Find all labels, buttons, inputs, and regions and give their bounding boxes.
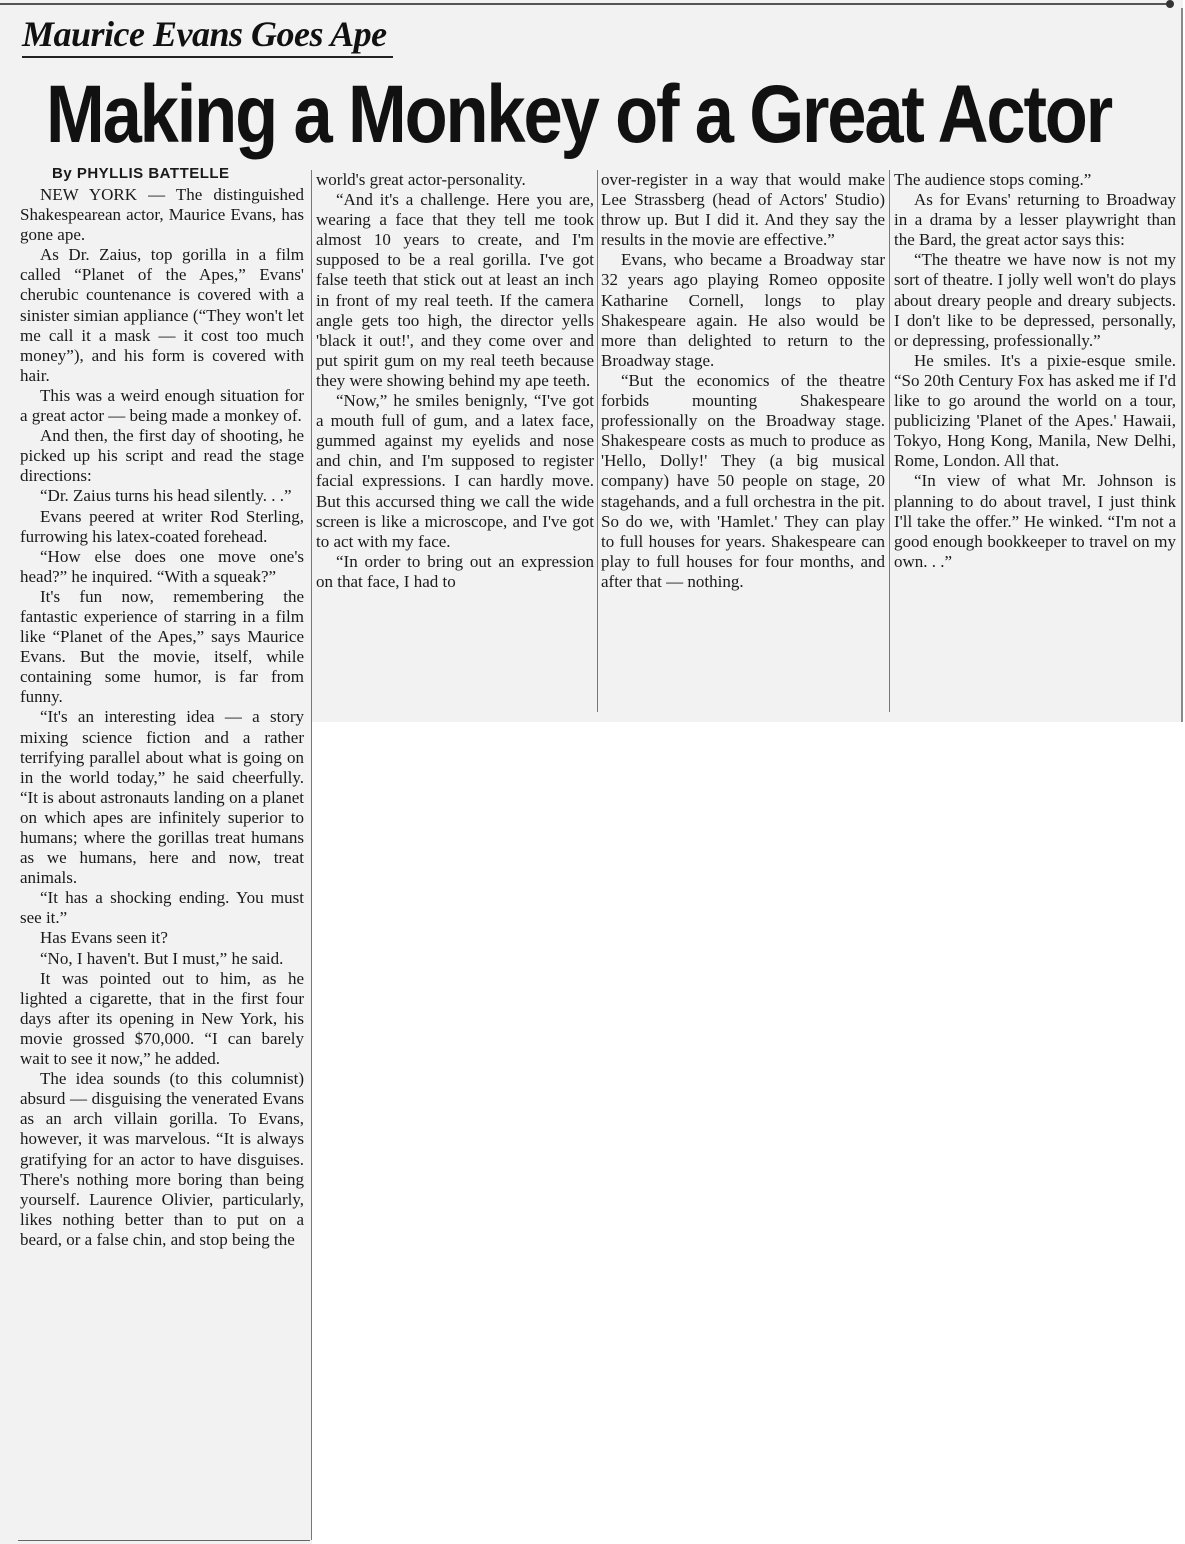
kicker-headline: Maurice Evans Goes Ape bbox=[22, 12, 393, 58]
paragraph: “It's an interesting idea — a story mixing science fiction and a rather terrifying parallel about what is going on in the world today,” he said cheerfully. “It is about astronauts landing on a planet on which apes are infinitely superior to humans; where the gorillas treat humans as we humans, here and now, treat animals. bbox=[20, 707, 304, 888]
paragraph: As Dr. Zaius, top gorilla in a film called “Planet of the Apes,” Evans' cherubic countenance is covered with a sinister simian appliance (“They won't let me call it a mask — it cost too much money”), and his form is covered with hair. bbox=[20, 245, 304, 385]
paragraph: “And it's a challenge. Here you are, wearing a face that they tell me took almost 10 years to create, and I'm supposed to be a real gorilla. I've got false teeth that stick out at least an inch in front of my real teeth. If the camera angle gets too high, the director yells 'black it out!', and they come over and put spirit gum on my real teeth because they were showing behind my ape teeth. bbox=[316, 190, 594, 390]
paragraph: “Dr. Zaius turns his head silently. . .” bbox=[40, 486, 292, 506]
paragraph: Evans, who became a Broadway star 32 years ago playing Romeo opposite Katharine Cornell, longs to play Shakespeare again. He also would be more than delighted to return to the Broadway stage. bbox=[601, 250, 885, 370]
byline: By PHYLLIS BATTELLE bbox=[52, 165, 230, 182]
paragraph: “The theatre we have now is not my sort of theatre. I jolly well won't do plays about dreary people and dreary subjects. I don't like to be depressed, personally, or depressing, professionally.” bbox=[894, 250, 1176, 350]
paragraph: “In order to bring out an expression on that face, I had to bbox=[316, 551, 594, 591]
column-rule bbox=[311, 170, 312, 1540]
top-rule bbox=[0, 3, 1172, 5]
paragraph: And then, the first day of shooting, he picked up his script and read the stage directions: bbox=[20, 426, 304, 486]
main-headline: Making a Monkey of a Great Actor bbox=[46, 69, 1112, 160]
paragraph: The idea sounds (to this columnist) absurd — disguising the venerated Evans as an arch villain gorilla. To Evans, however, it was marvelous. “It is always gratifying for an actor to have disguises. There's nothing more boring than being yourself. Laurence Olivier, particularly, likes nothing better than to put on a beard, or a false chin, and stop being the bbox=[20, 1069, 304, 1249]
column-rule bbox=[889, 170, 890, 712]
paragraph: over-register in a way that would make Lee Strassberg (head of Actors' Studio) throw up. But I did it. And they say the results in the movie are effective.” bbox=[601, 170, 885, 250]
right-rule bbox=[1181, 8, 1183, 722]
paragraph: This was a weird enough situation for a great actor — being made a monkey of. bbox=[20, 385, 304, 426]
article-column-1 bbox=[20, 185, 304, 1250]
paragraph: Has Evans seen it? bbox=[40, 928, 168, 948]
paragraph: “But the economics of the theatre forbids mounting Shakespeare professionally on the Broadway stage. Shakespeare costs as much to produce as 'Hello, Dolly!' They (a big musical company) have 50 people on stage, 20 stagehands, and a full orchestra in the pit. So do we, with 'Hamlet.' They can play to full houses for years. Shakespeare can play to full houses for four months, and after that — nothing. bbox=[601, 370, 885, 591]
paragraph: “No, I haven't. But I must,” he said. bbox=[40, 948, 284, 968]
corner-dot bbox=[1166, 0, 1174, 8]
paragraph: “Now,” he smiles benignly, “I've got a mouth full of gum, and a latex face, gummed against my eyelids and nose and chin, and I'm supposed to register facial expressions. I can hardly move. But this accursed thing we call the wide screen is like a microscope, and I've got to act with my face. bbox=[316, 391, 594, 551]
paragraph: The audience stops coming.” bbox=[894, 170, 1092, 189]
paragraph: “It has a shocking ending. You must see it.” bbox=[20, 888, 304, 928]
article-column-4 bbox=[894, 170, 1176, 572]
paragraph: As for Evans' returning to Broadway in a drama by a lesser playwright than the Bard, the great actor says this: bbox=[894, 190, 1176, 250]
paragraph: “In view of what Mr. Johnson is planning to do about travel, I just think I'll take the offer.” He winked. “I'm not a good enough bookkeeper to travel on my own. . .” bbox=[894, 471, 1176, 571]
paragraph: “How else does one move one's head?” he inquired. “With a squeak?” bbox=[20, 546, 304, 586]
bottom-rule bbox=[18, 1540, 310, 1541]
paragraph: It's fun now, remembering the fantastic experience of starring in a film like “Planet of the Apes,” says Maurice Evans. But the movie, itself, while containing some humor, is far from funny. bbox=[20, 586, 304, 707]
paragraph: Evans peered at writer Rod Sterling, furrowing his latex-coated forehead. bbox=[20, 506, 304, 546]
column-rule bbox=[597, 170, 598, 712]
paragraph: world's great actor-personality. bbox=[316, 170, 526, 189]
paragraph: It was pointed out to him, as he lighted a cigarette, that in the first four days after its opening in New York, his movie grossed $70,000. “I can barely wait to see it now,” he added. bbox=[20, 968, 304, 1069]
article-column-3 bbox=[601, 170, 885, 592]
paragraph: NEW YORK — The distinguished Shakespearean actor, Maurice Evans, has gone ape. bbox=[20, 185, 304, 245]
paragraph: He smiles. It's a pixie-esque smile. “So 20th Century Fox has asked me if I'd like to go around the world on a tour, publicizing 'Planet of the Apes.' Hawaii, Tokyo, Hong Kong, Manila, New Delhi, Rome, London. All that. bbox=[894, 350, 1176, 471]
article-column-2 bbox=[316, 170, 594, 592]
